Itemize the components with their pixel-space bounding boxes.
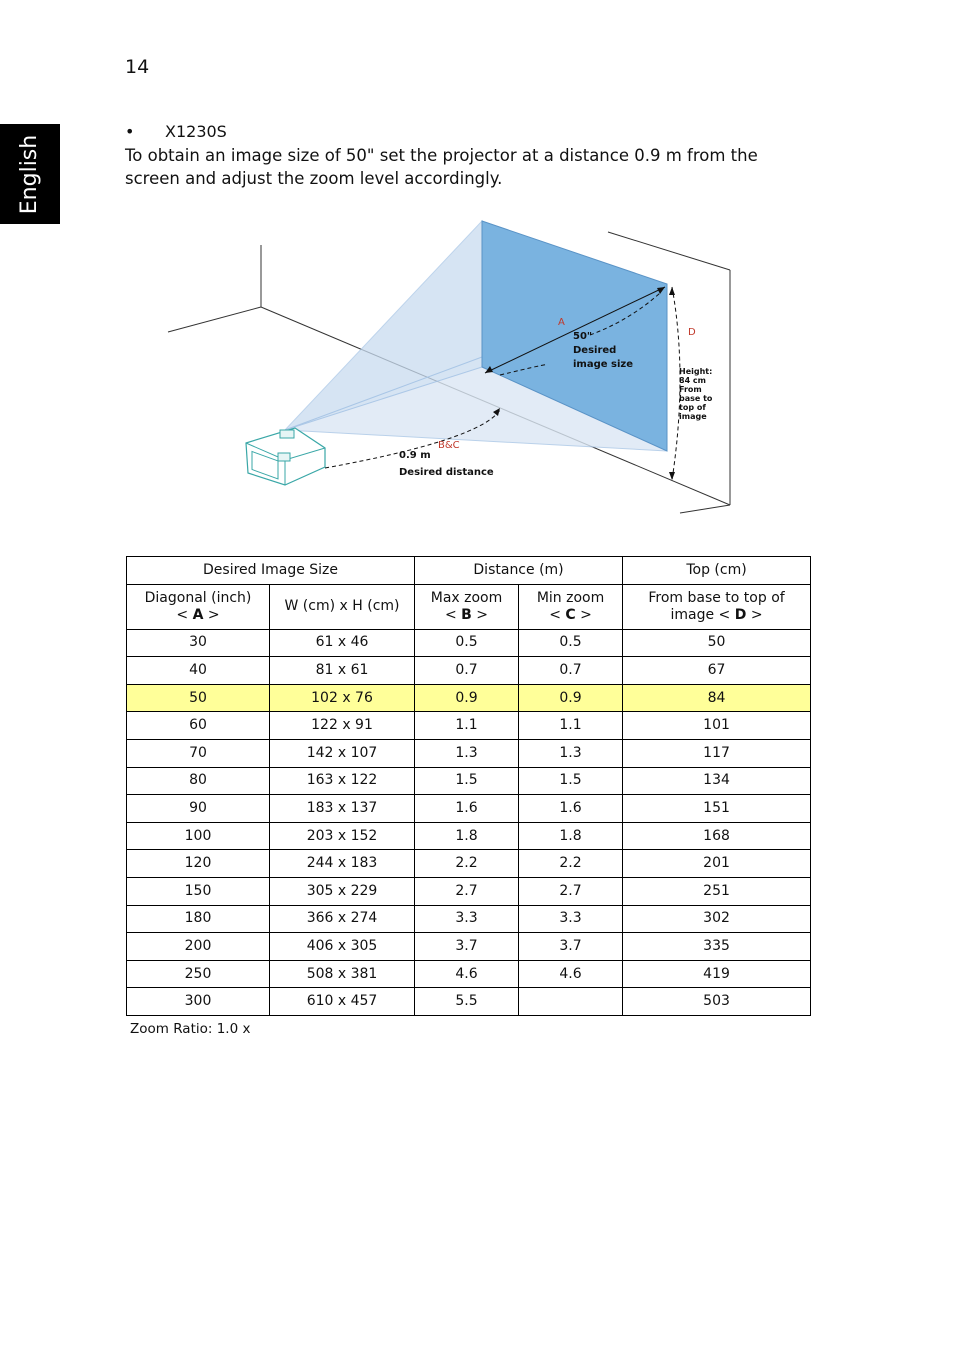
table-cell: 117 xyxy=(623,739,811,767)
table-cell: 4.6 xyxy=(415,960,519,988)
screen-wall-top-line xyxy=(608,232,730,270)
table-cell: 180 xyxy=(127,905,270,933)
table-cell: 50 xyxy=(623,629,811,657)
table-cell: 0.5 xyxy=(519,629,623,657)
table-cell: 150 xyxy=(127,877,270,905)
wall-floor-line-left xyxy=(168,307,261,332)
table-cell: 203 x 152 xyxy=(270,822,415,850)
table-cell: 0.7 xyxy=(519,657,623,685)
table-cell: 0.9 xyxy=(519,684,623,712)
table-cell: 3.7 xyxy=(519,933,623,961)
table-row xyxy=(127,657,811,685)
table-cell: 84 xyxy=(623,684,811,712)
table-row xyxy=(127,850,811,878)
height-line-3: From xyxy=(679,385,702,394)
bullet-icon: • xyxy=(125,122,135,141)
table-cell: 40 xyxy=(127,657,270,685)
table-row xyxy=(127,739,811,767)
table-cell: 0.7 xyxy=(415,657,519,685)
table-cell: 305 x 229 xyxy=(270,877,415,905)
table-cell xyxy=(519,988,623,1016)
table-cell: 163 x 122 xyxy=(270,767,415,795)
table-row-highlighted xyxy=(127,684,811,712)
height-line-5: top of xyxy=(679,403,706,412)
table-cell: 67 xyxy=(623,657,811,685)
table-cell: 0.5 xyxy=(415,629,519,657)
table-cell: 335 xyxy=(623,933,811,961)
table-cell: 300 xyxy=(127,988,270,1016)
table-cell: 2.2 xyxy=(415,850,519,878)
table-cell: 1.8 xyxy=(519,822,623,850)
distance-label: Desired distance xyxy=(399,467,494,478)
table-row xyxy=(127,712,811,740)
screen-wall-floor-line xyxy=(680,505,730,513)
table-cell: 1.8 xyxy=(415,822,519,850)
header-image-size: Desired Image Size xyxy=(127,557,415,585)
table-cell: 1.5 xyxy=(415,767,519,795)
table-cell: 134 xyxy=(623,767,811,795)
table-row xyxy=(127,905,811,933)
table-cell: 251 xyxy=(623,877,811,905)
subheader-top: From base to top of image < D > xyxy=(623,584,811,629)
table-cell: 1.5 xyxy=(519,767,623,795)
table-cell: 151 xyxy=(623,795,811,823)
intro-paragraph: To obtain an image size of 50" set the projector at a distance 0.9 m from the screen and adjust the zoom level accordingly. xyxy=(125,146,758,188)
header-top: Top (cm) xyxy=(623,557,811,585)
image-size-line2: Desired xyxy=(573,345,617,356)
table-row xyxy=(127,988,811,1016)
table-cell: 3.7 xyxy=(415,933,519,961)
header-distance: Distance (m) xyxy=(415,557,623,585)
subheader-width-height: W (cm) x H (cm) xyxy=(270,584,415,629)
table-cell: 168 xyxy=(623,822,811,850)
table-cell: 4.6 xyxy=(519,960,623,988)
table-row xyxy=(127,822,811,850)
table-cell: 244 x 183 xyxy=(270,850,415,878)
image-size-line3: image size xyxy=(573,359,633,370)
table-subheader-row xyxy=(127,584,811,629)
table-cell: 201 xyxy=(623,850,811,878)
page-number: 14 xyxy=(125,56,150,78)
table-cell: 302 xyxy=(623,905,811,933)
table-cell: 508 x 381 xyxy=(270,960,415,988)
height-arrowhead-top xyxy=(669,287,675,295)
table-cell: 5.5 xyxy=(415,988,519,1016)
height-arrowhead-bottom xyxy=(669,472,675,480)
table-cell: 100 xyxy=(127,822,270,850)
table-header-row xyxy=(127,557,811,585)
table-cell: 30 xyxy=(127,629,270,657)
height-line-2: 84 cm xyxy=(679,376,706,385)
table-cell: 81 x 61 xyxy=(270,657,415,685)
table-cell: 0.9 xyxy=(415,684,519,712)
table-row xyxy=(127,767,811,795)
table-cell: 366 x 274 xyxy=(270,905,415,933)
projection-diagram xyxy=(160,215,760,529)
table-cell: 122 x 91 xyxy=(270,712,415,740)
subheader-max-zoom: Max zoom < B > xyxy=(415,584,519,629)
table-row xyxy=(127,933,811,961)
height-line-1: Height: xyxy=(679,367,713,376)
projection-table xyxy=(126,556,811,1016)
table-cell: 80 xyxy=(127,767,270,795)
table-cell: 90 xyxy=(127,795,270,823)
table-cell: 60 xyxy=(127,712,270,740)
language-tab-label: English xyxy=(17,134,43,214)
model-bullet xyxy=(125,122,227,141)
table-cell: 2.7 xyxy=(519,877,623,905)
table-cell: 50 xyxy=(127,684,270,712)
projection-diagram-svg xyxy=(160,215,760,525)
table-cell: 610 x 457 xyxy=(270,988,415,1016)
table-cell: 1.1 xyxy=(415,712,519,740)
distance-value: 0.9 m xyxy=(399,450,431,461)
table-cell: 1.1 xyxy=(519,712,623,740)
label-bc: B&C xyxy=(438,440,460,451)
table-cell: 406 x 305 xyxy=(270,933,415,961)
table-cell: 1.3 xyxy=(415,739,519,767)
table-row xyxy=(127,795,811,823)
label-d: D xyxy=(688,327,696,338)
model-name: X1230S xyxy=(165,122,227,141)
label-a: A xyxy=(558,317,565,328)
table-cell: 102 x 76 xyxy=(270,684,415,712)
table-cell: 503 xyxy=(623,988,811,1016)
projector-icon xyxy=(246,428,325,485)
table-cell: 2.2 xyxy=(519,850,623,878)
subheader-diagonal: Diagonal (inch) < A > xyxy=(127,584,270,629)
table-cell: 101 xyxy=(623,712,811,740)
table-row xyxy=(127,629,811,657)
height-line-4: base to xyxy=(679,394,713,403)
subheader-min-zoom: Min zoom < C > xyxy=(519,584,623,629)
language-tab xyxy=(0,124,60,224)
table-cell: 142 x 107 xyxy=(270,739,415,767)
table-cell: 419 xyxy=(623,960,811,988)
table-cell: 200 xyxy=(127,933,270,961)
table-row xyxy=(127,877,811,905)
image-size-line1: 50" xyxy=(573,331,593,342)
table-cell: 120 xyxy=(127,850,270,878)
table-cell: 250 xyxy=(127,960,270,988)
table-cell: 1.3 xyxy=(519,739,623,767)
table-cell: 183 x 137 xyxy=(270,795,415,823)
height-line-6: image xyxy=(679,412,707,421)
table-cell: 3.3 xyxy=(415,905,519,933)
table-cell: 70 xyxy=(127,739,270,767)
table-row xyxy=(127,960,811,988)
zoom-ratio-note: Zoom Ratio: 1.0 x xyxy=(130,1021,251,1037)
table-cell: 3.3 xyxy=(519,905,623,933)
table-cell: 61 x 46 xyxy=(270,629,415,657)
table-cell: 1.6 xyxy=(519,795,623,823)
table-cell: 1.6 xyxy=(415,795,519,823)
table-cell: 2.7 xyxy=(415,877,519,905)
